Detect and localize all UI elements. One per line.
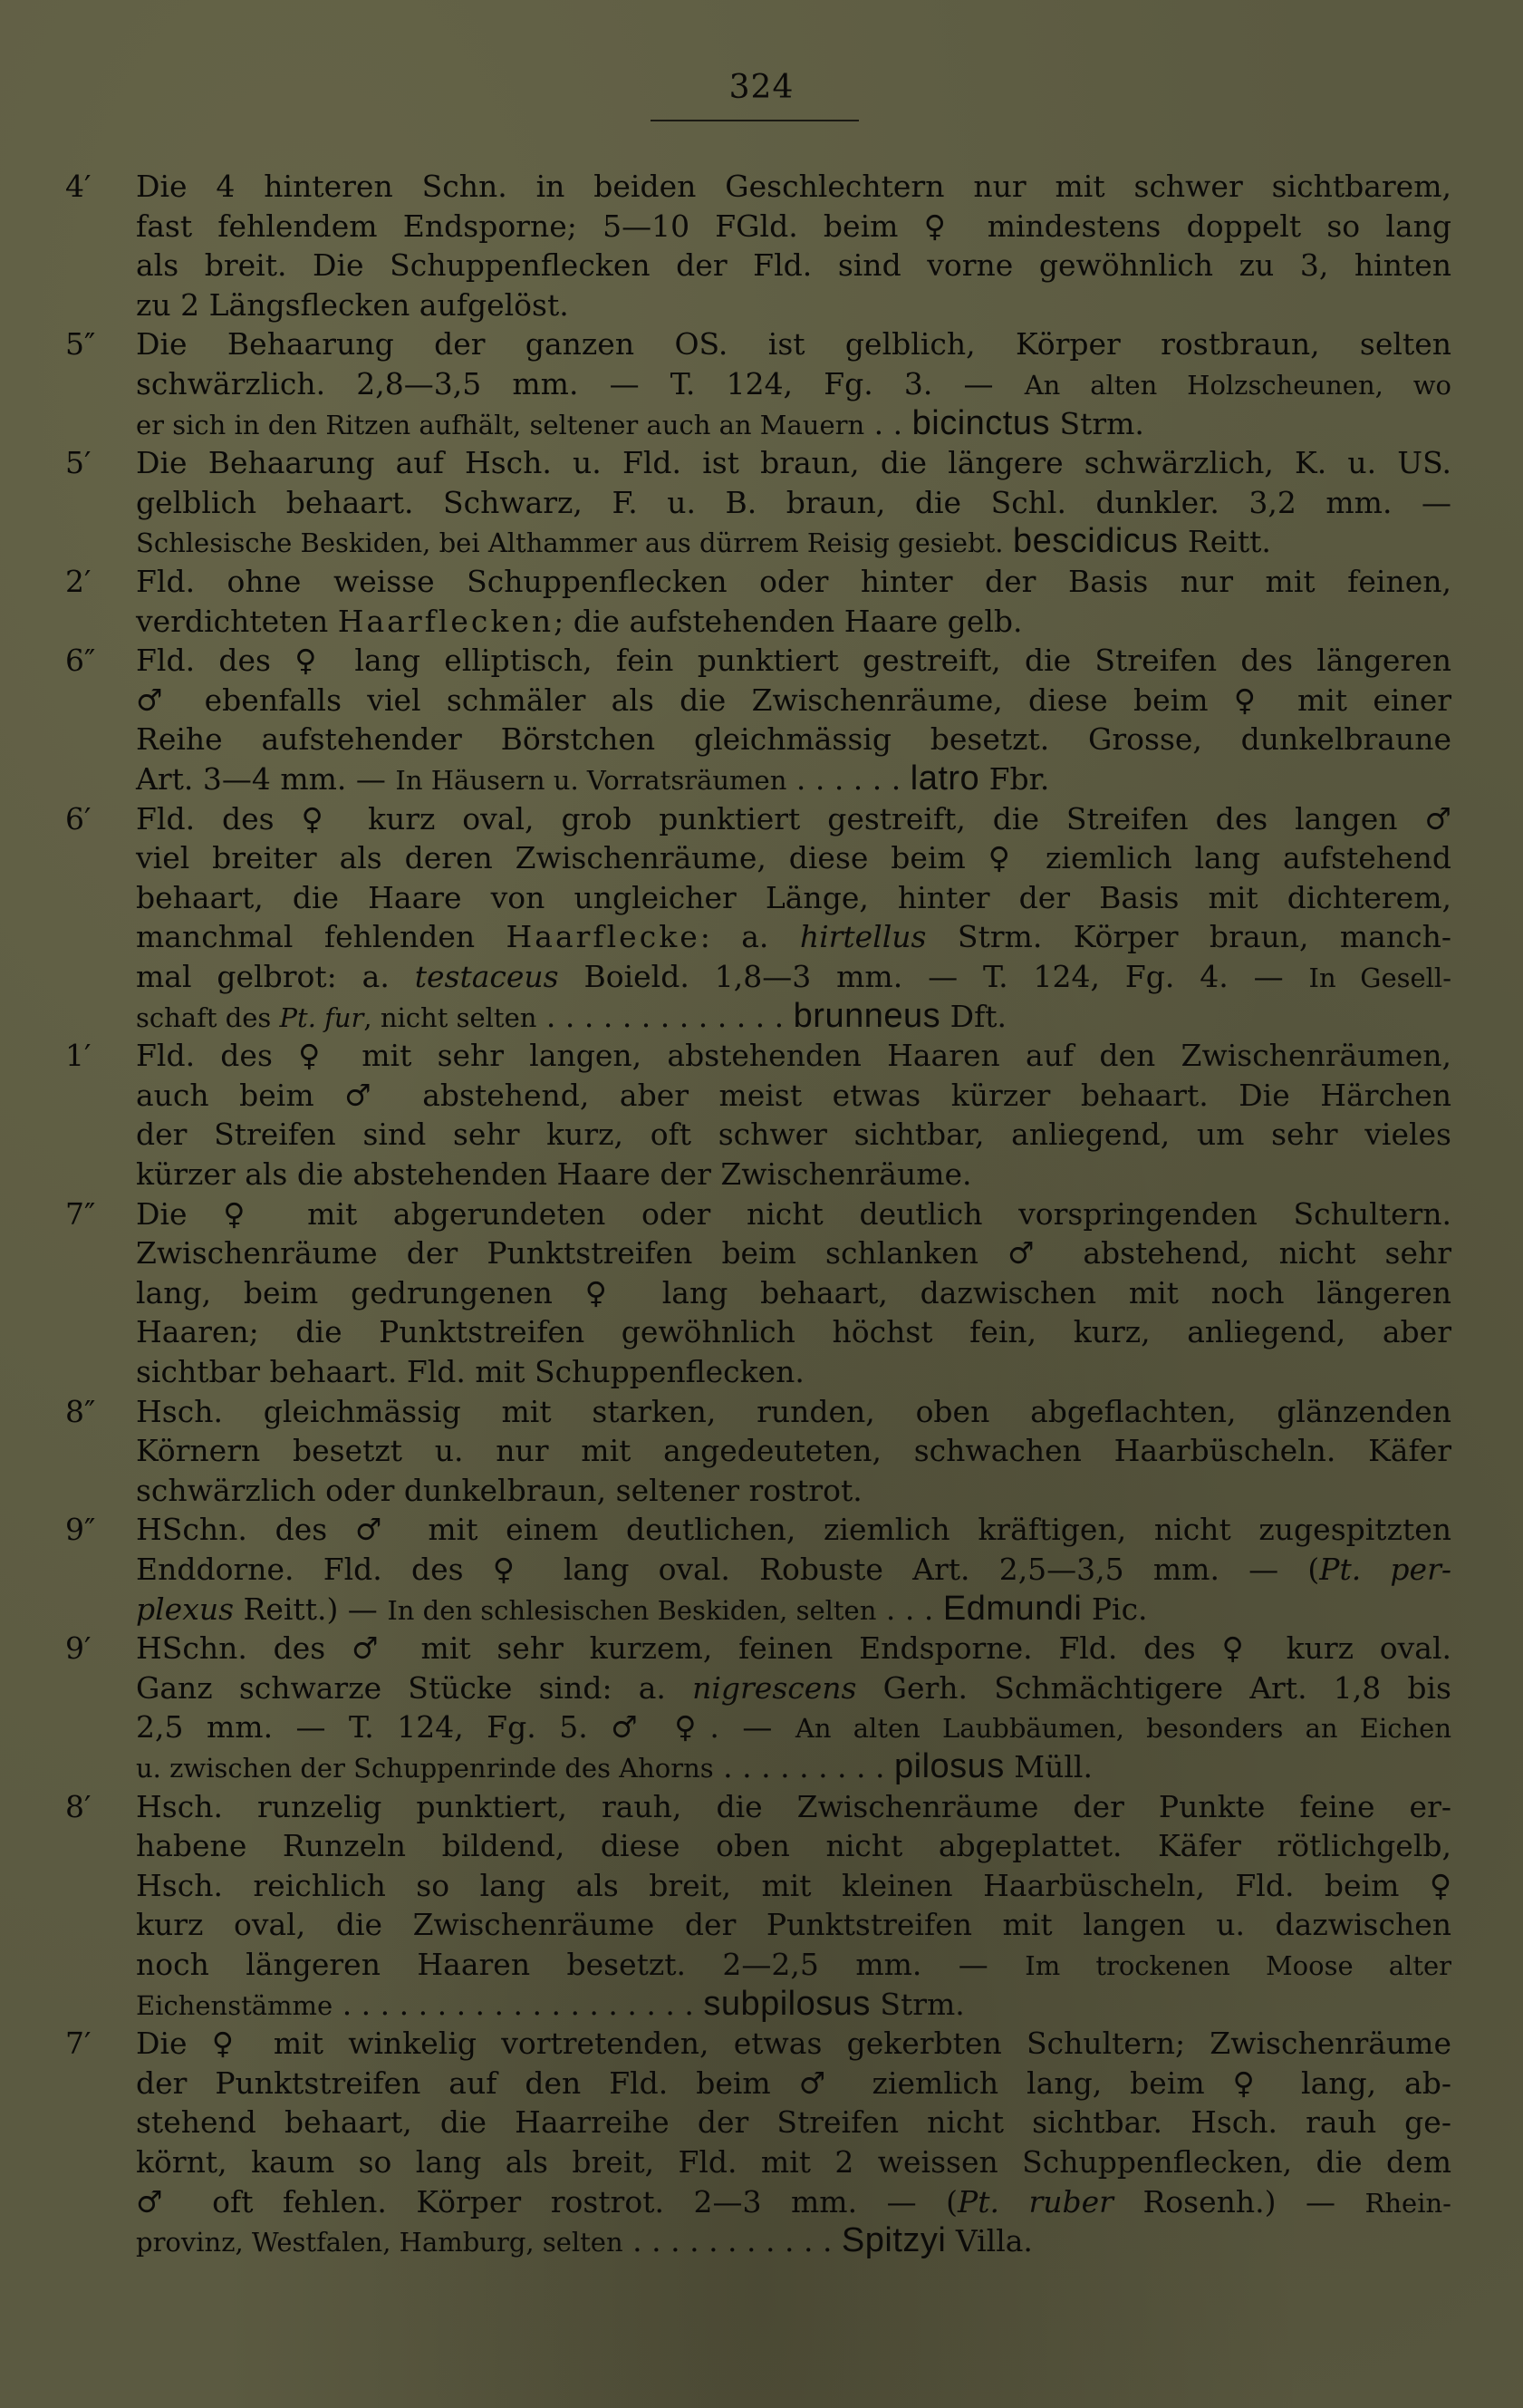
text-line <box>136 1471 1451 1510</box>
text-segment: Reitt. <box>1178 524 1271 560</box>
couplet-number: 6′ <box>65 800 92 837</box>
text-segment: manchmal fehlenden <box>136 919 506 955</box>
text-segment: kürzer als die abstehenden Haare der Zwischenräume. <box>136 1156 972 1192</box>
text-segment: Die ♀ mit winkelig vortretenden, etwas gekerbten Schultern; Zwischenräume <box>136 2026 1451 2062</box>
species-name: subpilosus <box>703 1984 871 2023</box>
species-name: bicinctus <box>911 403 1050 442</box>
text-line <box>136 1076 1451 1115</box>
text-segment: Ganz schwarze Stücke sind: a. <box>136 1669 693 1706</box>
text-segment: Dft. <box>940 998 1007 1034</box>
text-segment: Hsch. gleichmässig mit starken, runden, oben abgeflachten, glänzenden <box>136 1393 1451 1429</box>
text-segment: Gerh. Schmächtigere Art. 1,8 bis <box>856 1669 1451 1706</box>
text-line <box>136 167 1451 206</box>
text-segment: Haarflecke <box>506 919 700 955</box>
text-segment: Enddorne. Fld. des ♀ lang oval. Robuste Art. 2,5—3,5 mm. — ( <box>136 1551 1320 1587</box>
text-segment: kurz oval, die Zwischenräume der Punktstreifen mit langen u. dazwischen <box>136 1907 1451 1943</box>
text-segment: als breit. Die Schuppenflecken der Fld. sind vorne gewöhnlich zu 3, hinten <box>136 247 1451 284</box>
text-segment: ♂ oft fehlen. Körper rostrot. 2—3 mm. — ( <box>136 2183 958 2219</box>
text-segment: stehend behaart, die Haarreihe der Streifen nicht sichtbar. Hsch. rauh ge- <box>136 2104 1451 2141</box>
text-segment: Eichenstämme <box>136 1989 333 2021</box>
couplet-number: 6″ <box>65 643 96 679</box>
text-line <box>136 1668 1451 1707</box>
text-segment: Die Behaarung der ganzen OS. ist gelblich, Körper rostbraun, selten <box>136 326 1451 363</box>
text-line <box>136 2142 1451 2181</box>
couplet-number: 8″ <box>65 1393 96 1429</box>
couplet-number: 9″ <box>65 1512 96 1548</box>
text-segment: provinz, Westfalen, Hamburg, selten <box>136 2227 623 2258</box>
text-segment: Fld. des ♀ kurz oval, grob punktiert gestreift, die Streifen des langen ♂ <box>136 800 1451 837</box>
text-segment: noch längeren Haaren besetzt. 2—2,5 mm. — <box>136 1946 1026 1982</box>
text-line <box>136 2221 1451 2262</box>
text-segment: Strm. Körper braun, manch- <box>926 919 1451 955</box>
text-segment: Reihe aufstehender Börstchen gleichmässig besetzt. Grosse, dunkelbraune <box>136 721 1451 758</box>
text-line <box>136 1985 1451 2026</box>
text-segment: An alten Holzscheunen, wo <box>1024 369 1452 401</box>
text-line <box>136 838 1451 877</box>
text-segment: Rhein- <box>1364 2187 1451 2219</box>
species-name: brunneus <box>793 996 941 1035</box>
text-line <box>136 285 1451 324</box>
text-segment: Strm. <box>870 1986 965 2022</box>
couplet-number: 5′ <box>65 445 92 481</box>
text-segment: sichtbar behaart. Fld. mit Schuppenflecken. <box>136 1353 805 1389</box>
text-segment: schwärzlich. 2,8—3,5 mm. — T. 124, Fg. 3. — <box>136 365 1025 401</box>
text-line <box>136 878 1451 917</box>
text-segment: Im trockenen Moose alter <box>1025 1949 1451 1981</box>
text-segment: viel breiter als deren Zwischenräume, diese beim ♀ ziemlich lang aufstehend <box>136 840 1451 876</box>
text-segment: Strm. <box>1049 405 1144 441</box>
text-line <box>136 1510 1451 1549</box>
text-segment: Fld. ohne weisse Schuppenflecken oder hinter der Basis nur mit feinen, <box>136 564 1451 599</box>
text-line <box>136 1233 1451 1272</box>
text-line <box>136 1431 1451 1470</box>
text-segment: . . . . . . . . . . . . . . . . . . . <box>333 1986 704 2022</box>
text-segment: An alten Laubbäumen, besonders an Eichen <box>795 1713 1451 1745</box>
text-line <box>136 1826 1451 1865</box>
text-line <box>136 1707 1451 1748</box>
text-segment: Körnern besetzt u. nur mit angedeuteten, schwachen Haarbüscheln. Käfer <box>136 1433 1451 1469</box>
text-line <box>136 1392 1451 1431</box>
text-line <box>136 681 1451 720</box>
couplet-number: 1′ <box>65 1038 92 1074</box>
text-segment: der Streifen sind sehr kurz, oft schwer sichtbar, anliegend, um sehr vieles <box>136 1117 1451 1153</box>
text-segment: . . . . . . <box>786 760 911 797</box>
text-segment: Villa. <box>946 2223 1033 2259</box>
couplet-number: 7″ <box>65 1195 96 1232</box>
text-segment: Schlesische Beskiden, bei Althammer aus dürrem Reisig gesiebt. <box>136 527 1004 559</box>
text-line <box>136 562 1451 601</box>
text-segment: HSchn. des ♂ mit einem deutlichen, ziemlich kräftigen, nicht zugespitzten <box>136 1512 1451 1548</box>
text-segment: . . . . . . . . . <box>713 1748 894 1784</box>
text-line <box>136 1590 1451 1630</box>
text-segment: lang, beim gedrungenen ♀ lang behaart, dazwischen mit noch längeren <box>136 1274 1451 1310</box>
text-segment: Pt. fur <box>279 1001 364 1033</box>
text-segment: mal gelbrot: a. <box>136 958 415 994</box>
text-line <box>136 1629 1451 1668</box>
text-line <box>136 207 1451 246</box>
text-line <box>136 364 1451 405</box>
couplet-number: 5″ <box>65 326 96 363</box>
text-line <box>136 1194 1451 1233</box>
text-segment: auch beim ♂ abstehend, aber meist etwas kürzer behaart. Die Härchen <box>136 1077 1451 1113</box>
text-segment: . . . . . . . . . . . . . <box>536 998 794 1034</box>
text-segment: körnt, kaum so lang als breit, Fld. mit 2 weissen Schuppenflecken, die dem <box>136 2143 1451 2180</box>
text-segment: u. zwischen der Schuppenrinde des Ahorns <box>136 1752 714 1784</box>
text-line <box>136 1787 1451 1826</box>
text-segment: behaart, die Haare von ungleicher Länge, hinter der Basis mit dichterem, <box>136 879 1451 915</box>
text-segment: Die Behaarung auf Hsch. u. Fld. ist braun, die längere schwärzlich, K. u. US. <box>136 445 1451 481</box>
text-segment: , nicht selten <box>363 1001 537 1033</box>
page-number: 324 <box>728 69 795 106</box>
text-segment: er sich in den Ritzen aufhält, seltener auch an Mauern <box>136 409 865 440</box>
text-line <box>136 1115 1451 1154</box>
text-segment: testaceus <box>414 958 559 994</box>
text-segment: plexus <box>136 1591 235 1627</box>
text-segment: hirtellus <box>799 919 927 955</box>
text-line <box>136 602 1451 641</box>
text-segment: Die 4 hinteren Schn. in beiden Geschlechtern nur mit schwer sichtbarem, <box>136 169 1451 204</box>
text-line <box>136 1036 1451 1075</box>
text-line <box>136 917 1451 956</box>
text-segment: Fbr. <box>979 760 1050 797</box>
couplet-number: 9′ <box>65 1630 92 1667</box>
text-line <box>136 1352 1451 1391</box>
text-segment: zu 2 Längsflecken aufgelöst. <box>136 286 569 323</box>
text-segment: schaft des <box>136 1001 280 1033</box>
text-segment: 2,5 mm. — T. 124, Fg. 5. ♂ ♀. — <box>136 1709 795 1746</box>
text-segment <box>1004 524 1014 559</box>
text-segment: Hsch. reichlich so lang als breit, mit kleinen Haarbüscheln, Fld. beim ♀ <box>136 1867 1451 1903</box>
text-line <box>136 759 1451 800</box>
text-segment: In Gesell- <box>1308 962 1452 993</box>
text-segment: habene Runzeln bildend, diese oben nicht abgeplattet. Käfer rötlichgelb, <box>136 1828 1451 1864</box>
text-segment: Pt. per- <box>1319 1551 1451 1587</box>
text-line <box>136 246 1451 285</box>
species-name: Spitzyi <box>841 2221 947 2260</box>
text-line <box>136 443 1451 482</box>
text-line <box>136 641 1451 680</box>
text-line <box>136 2064 1451 2103</box>
species-name: pilosus <box>894 1746 1005 1785</box>
text-segment: ♂ ebenfalls viel schmäler als die Zwischenräume, diese beim ♀ mit einer <box>136 682 1451 718</box>
text-segment: Müll. <box>1004 1748 1093 1784</box>
text-line <box>136 324 1451 363</box>
text-segment: ; die aufstehenden Haare gelb. <box>554 603 1023 639</box>
text-segment: Rosenh.) — <box>1113 2183 1365 2219</box>
text-line <box>136 957 1451 998</box>
text-segment: der Punktstreifen auf den Fld. beim ♂ ziemlich lang, beim ♀ lang, ab- <box>136 2065 1451 2101</box>
header-rule <box>651 120 859 121</box>
text-line <box>136 483 1451 522</box>
text-line <box>136 1866 1451 1905</box>
text-line <box>136 2024 1451 2063</box>
species-name: latro <box>910 759 980 798</box>
text-line <box>136 522 1451 563</box>
text-line <box>136 1945 1451 1986</box>
text-line <box>136 1550 1451 1589</box>
species-name: bescidicus <box>1013 522 1179 561</box>
text-segment: schwärzlich oder dunkelbraun, seltener rostrot. <box>136 1472 863 1508</box>
text-segment: Hsch. runzelig punktiert, rauh, die Zwischenräume der Punkte feine er- <box>136 1788 1451 1824</box>
species-name: Edmundi <box>942 1589 1083 1628</box>
text-line <box>136 1747 1451 1788</box>
text-line <box>136 997 1451 1038</box>
text-line <box>136 1155 1451 1194</box>
text-segment: nigrescens <box>692 1669 857 1706</box>
text-segment: Fld. des ♀ mit sehr langen, abstehenden Haaren auf den Zwischenräumen, <box>136 1038 1451 1074</box>
text-segment: gelblich behaart. Schwarz, F. u. B. braun, die Schl. dunkler. 3,2 mm. — <box>136 484 1451 520</box>
text-segment: : a. <box>699 919 800 955</box>
text-segment: Haaren; die Punktstreifen gewöhnlich höchst fein, kurz, anliegend, aber <box>136 1314 1451 1350</box>
text-segment: Pic. <box>1082 1591 1148 1627</box>
text-line <box>136 720 1451 759</box>
text-segment: Zwischenräume der Punktstreifen beim schlanken ♂ abstehend, nicht sehr <box>136 1235 1451 1272</box>
text-segment: In Häusern u. Vorratsräumen <box>395 764 787 796</box>
text-segment: . . <box>864 405 912 441</box>
text-segment: Boield. 1,8—3 mm. — T. 124, Fg. 4. — <box>558 958 1309 994</box>
text-segment: In den schlesischen Beskiden, selten <box>387 1594 877 1626</box>
text-line <box>136 799 1451 838</box>
text-segment: Pt. ruber <box>957 2183 1113 2219</box>
text-line <box>136 1905 1451 1944</box>
text-segment: Art. 3—4 mm. — <box>136 760 396 797</box>
text-line <box>136 2103 1451 2142</box>
couplet-number: 4′ <box>65 169 92 204</box>
text-segment: HSchn. des ♂ mit sehr kurzem, feinen Endsporne. Fld. des ♀ kurz oval. <box>136 1630 1451 1667</box>
text-segment: verdichteten <box>136 603 338 639</box>
text-line <box>136 1312 1451 1351</box>
text-line <box>136 404 1451 445</box>
text-line <box>136 1273 1451 1312</box>
text-line <box>136 2182 1451 2223</box>
text-segment: Die ♀ mit abgerundeten oder nicht deutlich vorspringenden Schultern. <box>136 1195 1451 1232</box>
text-segment: fast fehlendem Endsporne; 5—10 FGld. beim ♀ mindestens doppelt so lang <box>136 208 1451 244</box>
text-segment: . . . <box>876 1591 943 1627</box>
text-segment: Haarflecken <box>337 603 554 639</box>
couplet-number: 8′ <box>65 1788 92 1824</box>
couplet-number: 2′ <box>65 564 92 599</box>
text-segment: Reitt.) — <box>234 1591 388 1627</box>
couplet-number: 7′ <box>65 2026 92 2062</box>
text-segment: . . . . . . . . . . . <box>622 2223 842 2259</box>
text-segment: Fld. des ♀ lang elliptisch, fein punktiert gestreift, die Streifen des längeren <box>136 643 1451 679</box>
